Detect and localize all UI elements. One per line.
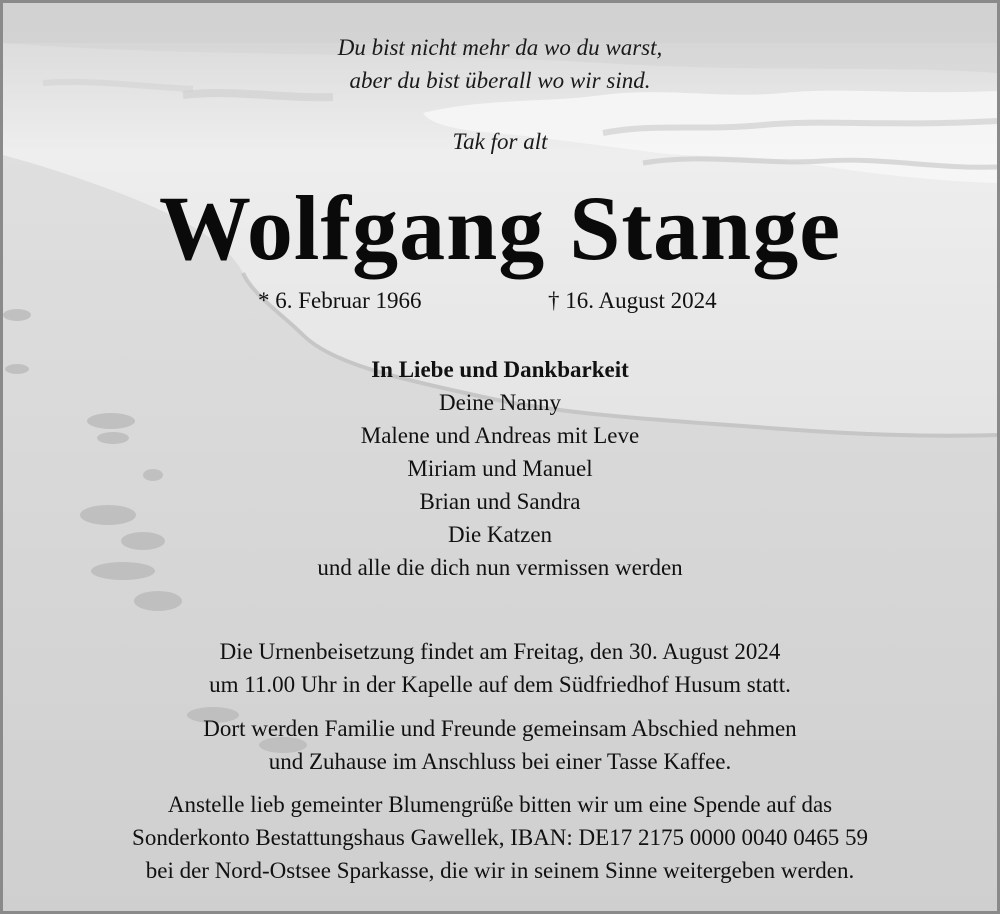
donation-info-line-2: Sonderkonto Bestattungshaus Gawellek, IBAN: DE17 2175 0000 0040 0465 59 <box>132 825 868 850</box>
donation-info-line-1: Anstelle lieb gemeinter Blumengrüße bitten wir um eine Spende auf das <box>167 792 833 817</box>
obituary-content <box>3 3 997 911</box>
farewell-info <box>3 712 997 778</box>
donation-info-line-3: bei der Nord-Ostsee Sparkasse, die wir in seinem Sinne weitergeben werden. <box>145 858 855 883</box>
mourner-line: Deine Nanny <box>439 390 561 415</box>
burial-info <box>3 635 997 701</box>
birth-date: * 6. Februar 1966 <box>258 288 422 313</box>
motto-line-2: aber du bist überall wo wir sind. <box>349 68 651 93</box>
deceased-name: Wolfgang Stange <box>158 177 842 279</box>
farewell-info-line-2: und Zuhause im Anschluss bei einer Tasse Kaffee. <box>268 749 732 774</box>
motto-line-3: Tak for alt <box>452 129 548 154</box>
farewell-info-line-1: Dort werden Familie und Freunde gemeinsam Abschied nehmen <box>203 716 797 741</box>
burial-info-line-1: Die Urnenbeisetzung findet am Freitag, den 30. August 2024 <box>219 639 781 664</box>
mourner-line: und alle die dich nun vermissen werden <box>317 555 683 580</box>
mourner-line: Brian und Sandra <box>419 489 581 514</box>
donation-info <box>3 788 997 887</box>
mourners-list <box>3 353 997 584</box>
death-date: † 16. August 2024 <box>548 288 717 313</box>
motto-line-1: Du bist nicht mehr da wo du warst, <box>337 35 663 60</box>
mourner-line: Die Katzen <box>447 522 553 547</box>
mourner-line: Malene und Andreas mit Leve <box>360 423 640 448</box>
burial-info-line-2: um 11.00 Uhr in der Kapelle auf dem Südfriedhof Husum statt. <box>209 672 791 697</box>
mourners-heading: In Liebe und Dankbarkeit <box>371 357 629 382</box>
mourner-line: Miriam und Manuel <box>407 456 593 481</box>
